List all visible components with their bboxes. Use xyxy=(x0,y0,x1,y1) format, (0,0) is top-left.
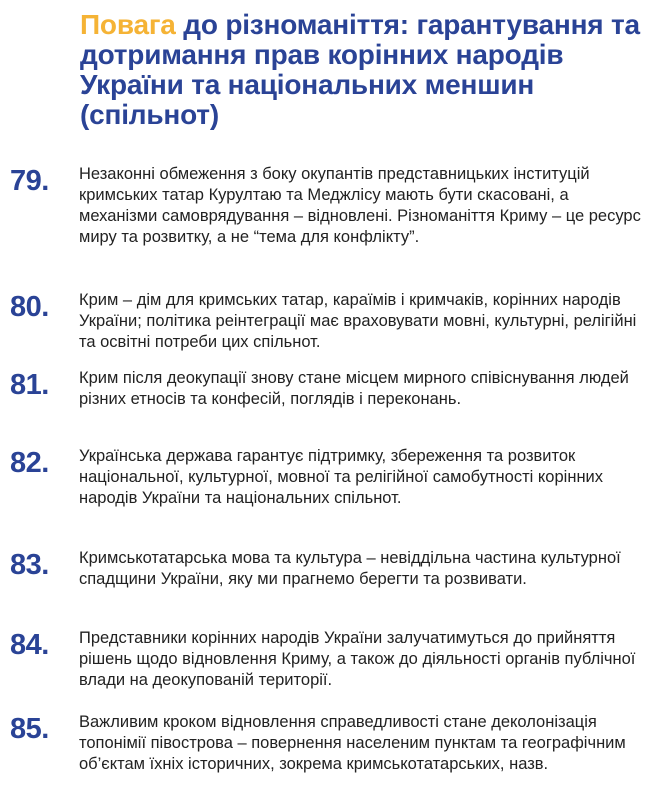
item-number: 81. xyxy=(10,369,49,401)
item-text: Крим після деокупації знову стане місцем мирного співіснування людей різних етносів та конфесій, поглядів і переконань. xyxy=(79,369,629,408)
item-number: 79. xyxy=(10,165,49,197)
item-text: Крим – дім для кримських татар, караїмів і кримчаків, корінних народів України; політика реінтеграції має враховувати мовні, культурні, релігійні та освітні потреби цих спільнот. xyxy=(79,291,637,351)
item-text: Незаконні обмеження з боку окупантів представницьких інституцій кримських татар Курултаю та Меджлісу мають бути скасовані, а механізми самоврядування – відновлені. Різноманіття Криму – це ресурс миру та розвитку, а не “тема для конфлікту”. xyxy=(79,165,641,246)
item-number: 84. xyxy=(10,629,49,661)
item-text: Кримськотатарська мова та культура – невіддільна частина культурної спадщини України, яку ми прагнемо берегти та розвивати. xyxy=(79,549,621,588)
title-accent: Повага xyxy=(80,9,176,40)
item-number: 85. xyxy=(10,713,49,745)
title-rest: до різноманіття: гарантування та дотримання прав корінних народів України та національних меншин (спільнот) xyxy=(80,9,640,130)
item-text: Українська держава гарантує підтримку, збереження та розвиток національної, культурної, мовної та релігійної самобутності корінних народів України та національних спільнот. xyxy=(79,447,604,507)
page-title xyxy=(80,10,640,130)
item-text: Представники корінних народів України залучатимуться до прийняття рішень щодо відновлення Криму, а також до діяльності органів публічної влади на деокупованій території. xyxy=(79,629,636,689)
item-number: 80. xyxy=(10,291,49,323)
item-number: 83. xyxy=(10,549,49,581)
item-text: Важливим кроком відновлення справедливості стане деколонізація топонімії півострова – повернення населеним пунктам та географічним об’єктам їхніх історичних, зокрема кримськотатарських, назв. xyxy=(79,713,626,773)
item-number: 82. xyxy=(10,447,49,479)
